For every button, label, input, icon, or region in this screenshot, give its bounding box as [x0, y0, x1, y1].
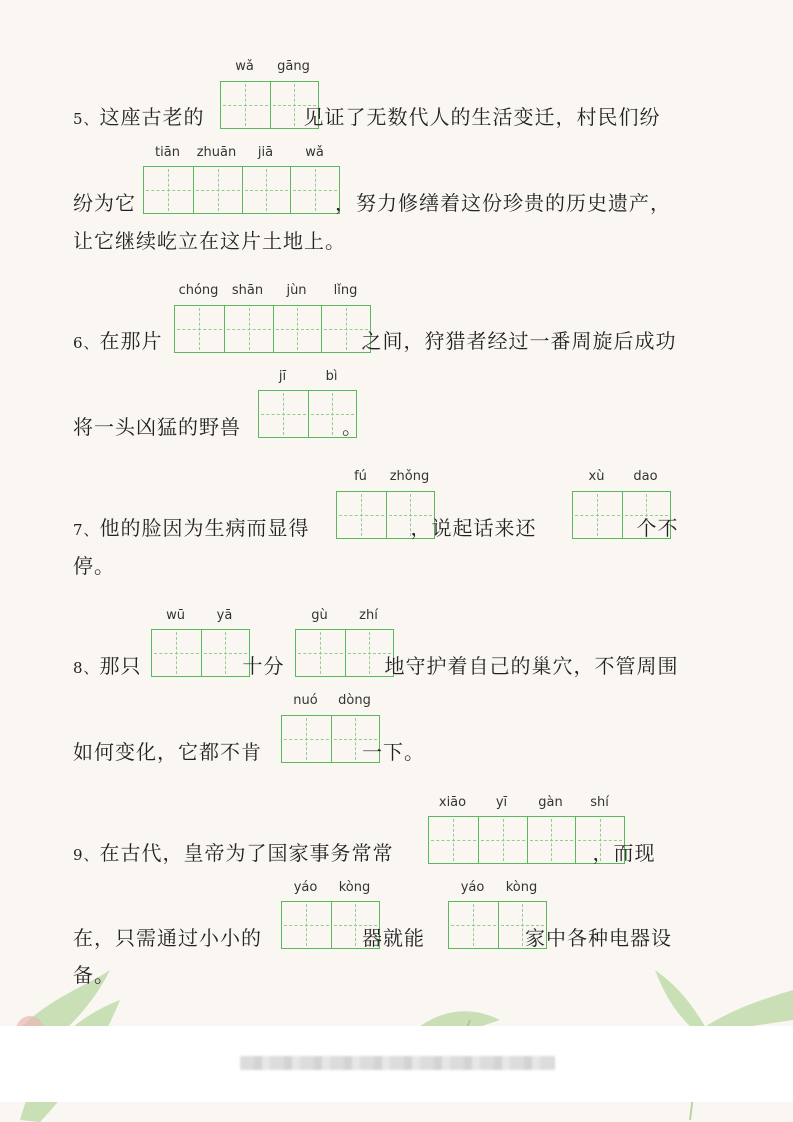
pinyin-wa-gang [220, 59, 318, 74]
question-text: 在古代，皇帝为了国家事务常常 [99, 841, 394, 865]
pinyin-syllable: zhí [359, 608, 378, 623]
pinyin-syllable: kòng [338, 880, 371, 895]
question-text: 这座古老的 [99, 105, 205, 129]
question-number: 5、 [73, 110, 100, 128]
pinyin-syllable: jùn [286, 283, 307, 298]
question-7-line-1 [73, 514, 679, 544]
pinyin-syllable: tiān [155, 145, 180, 160]
blurred-watermark [240, 1056, 555, 1070]
question-number: 6、 [73, 334, 100, 352]
question-8-line-1 [73, 652, 679, 682]
question-number: 7、 [73, 521, 100, 539]
question-6-line-1 [73, 327, 677, 357]
question-5-line-1 [73, 103, 661, 133]
pinyin-syllable: kòng [505, 880, 538, 895]
question-text: 如何变化，它都不肯 [73, 740, 262, 764]
pinyin-syllable: chóng [178, 283, 219, 298]
pinyin-syllable: wǎ [305, 145, 324, 160]
pinyin-gu-zhi [295, 608, 393, 623]
question-5-line-3: 让它继续屹立在这片土地上。 [73, 229, 346, 253]
pinyin-fu-zhong [336, 469, 434, 484]
pinyin-yao-kong-1 [281, 880, 379, 895]
question-text: ，说起话来还 [410, 516, 537, 540]
question-text: ，而现 [592, 841, 656, 865]
pinyin-syllable: fú [354, 469, 367, 484]
pinyin-syllable: zhǒng [389, 469, 430, 484]
question-text: 之间，狩猎者经过一番周旋后成功 [361, 329, 677, 353]
pinyin-xu-dao [572, 469, 670, 484]
question-5-line-2 [73, 189, 671, 217]
question-8-line-2 [73, 738, 425, 766]
question-6-line-2 [73, 413, 363, 441]
pinyin-syllable: xiāo [438, 795, 467, 810]
pinyin-syllable: gàn [538, 795, 563, 810]
question-text: 家中各种电器设 [525, 926, 672, 950]
pinyin-xiao-yi-gan-shi [428, 795, 624, 810]
pinyin-syllable: wǎ [235, 59, 254, 74]
pinyin-syllable: yā [216, 608, 233, 623]
question-9-line-2 [73, 924, 672, 952]
pinyin-tian-zhuan-jia-wa [143, 145, 339, 160]
pinyin-syllable: gù [311, 608, 328, 623]
question-text: 在那片 [99, 329, 163, 353]
question-text: 那只 [99, 654, 142, 678]
pinyin-yao-kong-2 [448, 880, 546, 895]
pinyin-syllable: yī [495, 795, 508, 810]
question-text: 在，只需通过小小的 [73, 926, 262, 950]
question-text: 一下。 [362, 740, 425, 764]
question-9-line-1 [73, 839, 656, 869]
pinyin-syllable: shān [231, 283, 264, 298]
question-text: 器就能 [362, 926, 425, 950]
pinyin-syllable: dao [633, 469, 658, 484]
question-number: 9、 [73, 846, 100, 864]
question-text: ，努力修缮着这份珍贵的历史遗产， [335, 191, 671, 215]
question-text: 纷为它 [73, 191, 136, 215]
pinyin-syllable: zhuān [196, 145, 237, 160]
question-text: 将一头凶猛的野兽 [73, 415, 241, 439]
pinyin-syllable: jiā [257, 145, 274, 160]
pinyin-syllable: gāng [277, 59, 310, 74]
question-number: 8、 [73, 659, 100, 677]
pinyin-syllable: xù [588, 469, 605, 484]
question-9-line-3: 备。 [73, 963, 115, 987]
question-7-line-2: 停。 [73, 554, 115, 578]
pinyin-wu-ya [151, 608, 249, 623]
question-text: 十分 [242, 654, 285, 678]
pinyin-chong-shan-jun-ling [174, 283, 370, 298]
pinyin-ji-bi [258, 369, 356, 384]
pinyin-syllable: yáo [460, 880, 485, 895]
pinyin-syllable: shí [590, 795, 609, 810]
pinyin-nuo-dong [281, 693, 379, 708]
question-text: 他的脸因为生病而显得 [99, 516, 310, 540]
pinyin-syllable: yáo [293, 880, 318, 895]
pinyin-syllable: dòng [338, 693, 371, 708]
pinyin-syllable: lǐng [333, 283, 358, 298]
pinyin-syllable: nuó [293, 693, 318, 708]
pinyin-syllable: wū [166, 608, 185, 623]
pinyin-syllable: bì [325, 369, 338, 384]
pinyin-syllable: jī [278, 369, 287, 384]
question-text: 地守护着自己的巢穴，不管周围 [384, 654, 679, 678]
question-text: 。 [342, 415, 363, 439]
question-text: 个不 [636, 516, 679, 540]
question-text: 见证了无数代人的生活变迁，村民们纷 [303, 105, 661, 129]
